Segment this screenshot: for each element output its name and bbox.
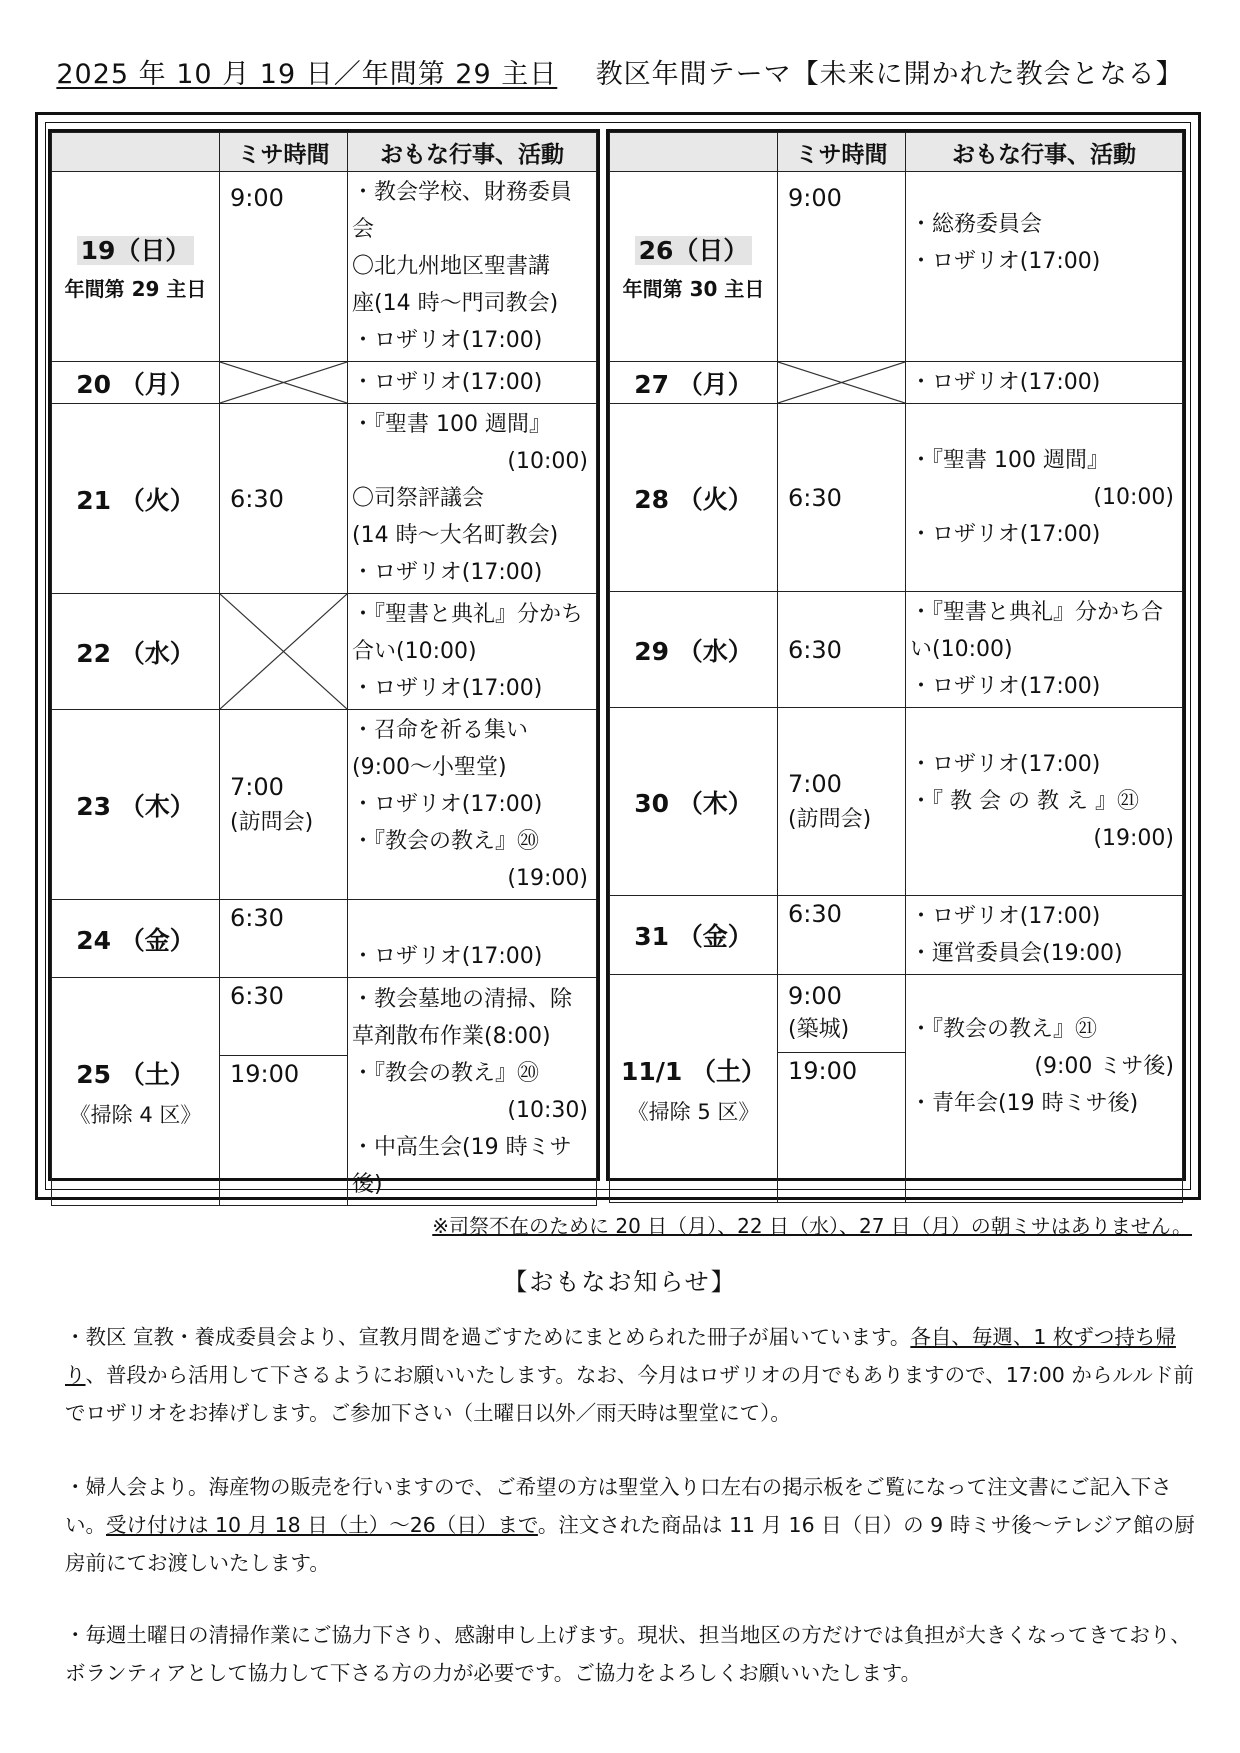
events-cell: ・『聖書と典礼』分かち合 い(10:00) ・ロザリオ(17:00) [906, 592, 1183, 708]
mass-time: 6:30 [220, 900, 348, 978]
day-label: 29 （水） [610, 592, 778, 708]
day-label: 28 （火） [610, 404, 778, 592]
day-label: 27 （月） [610, 362, 778, 404]
mass-time: 6:30 [220, 404, 348, 594]
day-cell [52, 978, 220, 1206]
no-mass-cross [220, 362, 348, 404]
day-cell [610, 975, 778, 1203]
events-cell: ・ロザリオ(17:00) [348, 900, 597, 978]
annual-theme: 教区年間テーマ【未来に開かれた教会となる】 [595, 59, 1184, 90]
mass-time: 9:00 [220, 172, 348, 362]
no-mass-footnote: ※司祭不在のために 20 日（月）、22 日（水）、27 日（月）の朝ミサはありません。 [432, 1214, 1192, 1238]
no-mass-cross [220, 594, 348, 710]
table-row [52, 172, 597, 362]
day-label: 26（日） [635, 236, 753, 265]
mass-time: 6:30 [778, 404, 906, 592]
header-mass-time: ミサ時間 [220, 133, 348, 172]
schedule-frame [35, 112, 1201, 1200]
table-row [610, 404, 1183, 592]
day-label: 23 （木） [52, 710, 220, 900]
schedule-table-right [609, 132, 1183, 1203]
day-label: 21 （火） [52, 404, 220, 594]
events-cell: ・総務委員会 ・ロザリオ(17:00) [906, 172, 1183, 362]
day-label: 19（日） [77, 236, 195, 265]
header-events: おもな行事、活動 [906, 133, 1183, 172]
mass-time: 19:00 [220, 1056, 348, 1206]
header-events: おもな行事、活動 [348, 133, 597, 172]
table-row [52, 404, 597, 594]
events-cell: ・『聖書と典礼』分かち 合い(10:00) ・ロザリオ(17:00) [348, 594, 597, 710]
events-cell: ・『聖書 100 週間』 (10:00) ・ロザリオ(17:00) [906, 404, 1183, 592]
mass-time: 9:00 [778, 172, 906, 362]
cleaning-note: 《掃除 5 区》 [627, 1099, 760, 1124]
day-label: 30 （木） [610, 708, 778, 896]
mass-time: 9:00 (築城) [778, 975, 906, 1053]
events-cell: ・ロザリオ(17:00) [906, 362, 1183, 404]
schedule-right [606, 129, 1186, 1181]
schedule-left [48, 129, 600, 1197]
mass-time: 7:00 (訪問会) [220, 710, 348, 900]
events-cell: ・ロザリオ(17:00) [348, 362, 597, 404]
events-cell: ・教会墓地の清掃、除 草剤散布作業(8:00) ・『教会の教え』⑳ (10:30) ・中高生会(19 時ミサ 後) [348, 978, 597, 1206]
day-cell [52, 172, 220, 362]
table-row [52, 900, 597, 978]
cleaning-note: 《掃除 4 区》 [69, 1102, 202, 1127]
header-blank [610, 133, 778, 172]
page-title [0, 52, 1240, 91]
table-row [610, 592, 1183, 708]
day-sub: 年間第 30 主日 [622, 277, 765, 301]
mass-time: 6:30 [778, 592, 906, 708]
table-row [610, 975, 1183, 1053]
table-row [52, 594, 597, 710]
notice-item: ・婦人会より。海産物の販売を行いますので、ご希望の方は聖堂入り口左右の掲示板をご覧になって注文書にご記入下さい。受け付けは 10 月 18 日（土）～26（日）まで。注文された商品は 11 月 16 日（日）の 9 時ミサ後～テレジア館の厨房前にてお渡しいたします。 [65, 1475, 1195, 1575]
day-cell [610, 172, 778, 362]
table-row [610, 708, 1183, 896]
table-row [610, 172, 1183, 362]
schedule-table-left [51, 132, 597, 1206]
day-label: 20 （月） [52, 362, 220, 404]
table-row [52, 710, 597, 900]
header-blank [52, 133, 220, 172]
mass-time: 19:00 [778, 1053, 906, 1203]
table-row [610, 896, 1183, 975]
events-cell: ・教会学校、財務委員 会 〇北九州地区聖書講 座(14 時～門司教会) ・ロザリオ(17:00) [348, 172, 597, 362]
day-label: 31 （金） [610, 896, 778, 975]
notice-item: ・教区 宣教・養成委員会より、宣教月間を過ごすためにまとめられた冊子が届いています。各自、毎週、1 枚ずつ持ち帰り、普段から活用して下さるようにお願いいたします。なお、今月はロザリオの月でもありますので、17:00 からルルド前でロザリオをお捧げします。ご参加下さい（土曜日以外／雨天時は聖堂にて）。 [65, 1325, 1194, 1425]
events-cell: ・『聖書 100 週間』 (10:00) 〇司祭評議会 (14 時～大名町教会) ・ロザリオ(17:00) [348, 404, 597, 594]
mass-time: 6:30 [778, 896, 906, 975]
notices-title: 【おもなお知らせ】 [503, 1268, 737, 1296]
day-label: 24 （金） [52, 900, 220, 978]
mass-time: 7:00 (訪問会) [778, 708, 906, 896]
day-label: 11/1 （土） [620, 1056, 767, 1086]
events-cell: ・ロザリオ(17:00) ・運営委員会(19:00) [906, 896, 1183, 975]
day-label: 25 （土） [76, 1059, 195, 1089]
table-row [610, 362, 1183, 404]
day-sub: 年間第 29 主日 [64, 277, 207, 301]
header-mass-time: ミサ時間 [778, 133, 906, 172]
date-title: 2025 年 10 月 19 日／年間第 29 主日 [56, 59, 558, 90]
events-cell: ・召命を祈る集い (9:00～小聖堂) ・ロザリオ(17:00) ・『教会の教え』⑳ (19:00) [348, 710, 597, 900]
notice-item: ・毎週土曜日の清掃作業にご協力下さり、感謝申し上げます。現状、担当地区の方だけでは負担が大きくなってきており、ボランティアとして協力して下さる方の力が必要です。ご協力をよろしくお願いいたします。 [65, 1623, 1191, 1685]
mass-time: 6:30 [220, 978, 348, 1056]
table-row [52, 978, 597, 1056]
day-label: 22 （水） [52, 594, 220, 710]
events-cell: ・ロザリオ(17:00) ・『 教 会 の 教 え 』㉑ (19:00) [906, 708, 1183, 896]
table-row [52, 362, 597, 404]
events-cell: ・『教会の教え』㉑ (9:00 ミサ後) ・青年会(19 時ミサ後) [906, 975, 1183, 1203]
no-mass-cross [778, 362, 906, 404]
